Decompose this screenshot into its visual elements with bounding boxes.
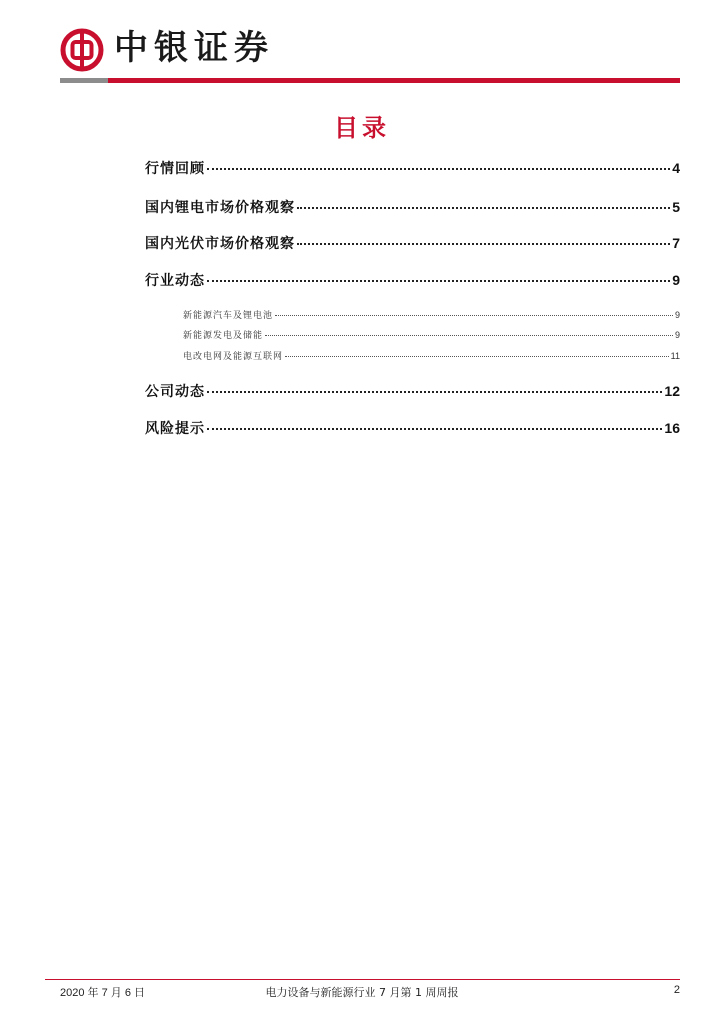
toc-entry[interactable] — [145, 233, 680, 253]
toc-entry-label: 风险提示 — [145, 421, 205, 437]
header-divider-gray — [60, 78, 108, 83]
dot-leader — [207, 428, 662, 430]
brand-name: 中银证券 — [114, 28, 274, 68]
toc-entry-label: 电改电网及能源互联网 — [183, 352, 284, 362]
toc-entry[interactable] — [145, 158, 680, 178]
footer-page-number: 2 — [673, 984, 680, 996]
dot-leader — [285, 356, 669, 357]
toc-entry-page: 9 — [674, 330, 680, 340]
toc-entry-page: 7 — [672, 235, 680, 251]
dot-leader — [207, 280, 670, 282]
toc-title: 目录 — [334, 114, 390, 142]
toc-entry-page: 16 — [664, 420, 680, 436]
dot-leader — [275, 315, 673, 316]
toc-entry-label: 行业动态 — [145, 273, 205, 289]
toc-subentry[interactable] — [183, 349, 680, 362]
dot-leader — [297, 243, 670, 245]
toc-entry-label: 国内锂电市场价格观察 — [145, 200, 295, 216]
toc-entry[interactable] — [145, 418, 680, 438]
toc-entry-page: 12 — [664, 383, 680, 399]
footer-divider — [45, 979, 680, 980]
toc-entry-page: 11 — [670, 351, 680, 361]
bank-of-china-logo-icon — [60, 28, 104, 72]
toc-entry[interactable] — [145, 381, 680, 401]
footer-date: 2020 年 7 月 6 日 — [60, 987, 145, 999]
toc-entry-label: 国内光伏市场价格观察 — [145, 236, 295, 252]
dot-leader — [207, 391, 662, 393]
toc-entry-page: 9 — [672, 272, 680, 288]
footer-report-title: 电力设备与新能源行业 7 月第 1 周周报 — [265, 986, 459, 999]
toc-entry[interactable] — [145, 270, 680, 290]
toc-subentry[interactable] — [183, 328, 680, 341]
toc-entry-label: 行情回顾 — [145, 161, 205, 177]
toc-subentry[interactable] — [183, 308, 680, 321]
toc-entry[interactable] — [145, 197, 680, 217]
toc-entry-label: 公司动态 — [145, 384, 205, 400]
toc-entry-page: 4 — [672, 160, 680, 176]
toc-entry-page: 9 — [674, 310, 680, 320]
page-header — [0, 0, 724, 86]
dot-leader — [297, 207, 670, 209]
header-divider-red — [108, 78, 680, 83]
toc-entry-label: 新能源发电及储能 — [183, 331, 264, 341]
dot-leader — [207, 168, 670, 170]
dot-leader — [265, 335, 673, 336]
toc-entry-page: 5 — [672, 199, 680, 215]
toc-entry-label: 新能源汽车及锂电池 — [183, 311, 274, 321]
